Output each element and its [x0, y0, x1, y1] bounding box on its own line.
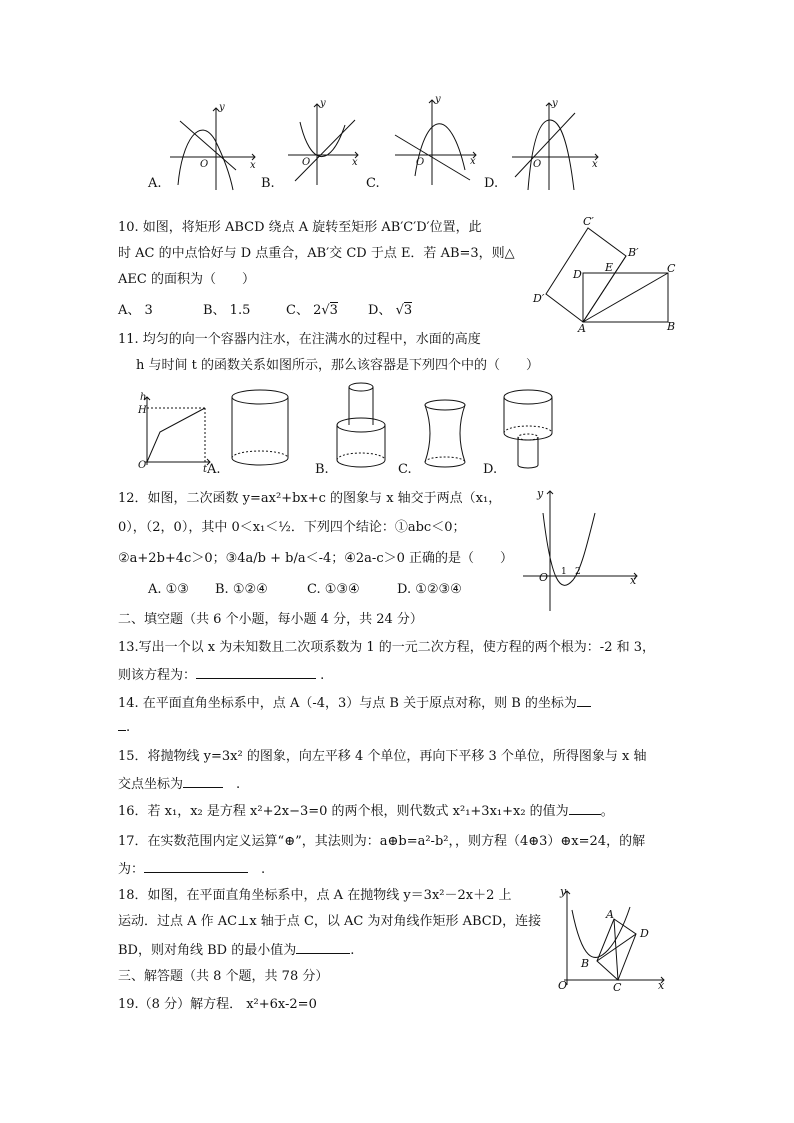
q10-line2: 时 AC 的中点恰好与 D 点重合，AB′交 CD 于点 E．若 AB=3，则△ [118, 246, 515, 261]
q17-line2 [118, 860, 265, 878]
q15-line1: 15．将抛物线 y=3x² 的图象，向左平移 4 个单位，再向下平移 3 个单位，所得图象与 x 轴 [118, 749, 647, 764]
q12-graph [515, 485, 645, 615]
q18-line2: 运动．过点 A 作 AC⊥x 轴于点 C，以 AC 为对角线作矩形 ABCD，连接 [118, 914, 542, 929]
q10-label-a: A [578, 322, 586, 335]
q9-b-y: y [320, 98, 326, 109]
q14-text: 14. 在平面直角坐标系中，点 A（-4，3）与点 B 关于原点对称，则 B 的坐标为 [118, 696, 577, 711]
q11-label-t: t [203, 464, 208, 475]
q9-b-o: O [302, 157, 311, 168]
q12-label-y: y [537, 487, 544, 500]
q12-option-b: B. ①②④ [215, 582, 268, 597]
q11-figures [0, 375, 794, 475]
q18-line3 [118, 941, 354, 959]
q16-end: 。 [600, 804, 614, 819]
q10-label-b: B [667, 320, 676, 333]
q18-label-x: x [658, 979, 665, 992]
q10-option-c [286, 302, 338, 319]
q15-line2-text: 交点坐标为 [118, 777, 184, 792]
q12-label-o: O [539, 571, 549, 584]
q9-d-o: O [533, 159, 542, 170]
q10-line3: AEC 的面积为（ ） [118, 272, 255, 287]
q17-end: . [261, 862, 266, 877]
q12-line2: 0），（2，0），其中 0＜x₁＜½．下列四个结论：①abc＜0； [118, 520, 466, 535]
section-2-heading: 二、填空题（共 6 个小题，每小题 4 分，共 24 分） [118, 612, 423, 627]
q9-graph-c [395, 100, 476, 185]
q11-container-a [232, 390, 288, 465]
q18-end: . [350, 943, 355, 958]
q12-option-d: D. ①②③④ [397, 582, 462, 597]
q12-option-c: C. ①③④ [307, 582, 360, 597]
q11-container-c [425, 400, 465, 467]
q9-graph-d [512, 103, 598, 190]
q16-text: 16．若 x₁，x₂ 是方程 x²+2x−3=0 的两个根，则代数式 x²₁+3x₁+x₂ 的值为 [118, 804, 569, 819]
q13-end: . [320, 668, 325, 683]
q11-container-d [504, 390, 552, 468]
q11-option-b: B. [315, 462, 329, 477]
q9-a-y: y [219, 102, 225, 113]
q13-line2-text: 则该方程为： [118, 668, 197, 683]
q10-label-d1: D′ [533, 292, 545, 305]
q9-c-x: x [470, 156, 476, 167]
q11-line1: 11. 均匀的向一个容器内注水，在注满水的过程中，水面的高度 [118, 332, 481, 347]
q10-option-d [368, 302, 412, 319]
q9-d-x: x [592, 159, 598, 170]
q17-line1: 17．在实数范围内定义运算“⊕”，其法则为：a⊕b=a²-b²，，则方程（4⊕3）⊕x=24，的解 [118, 834, 646, 849]
q15-line2 [118, 775, 240, 793]
q9-a-o: O [200, 159, 209, 170]
q18-label-d: D [640, 927, 649, 940]
q9-c-y: y [435, 94, 441, 105]
q15-end: . [236, 777, 241, 792]
section-3-heading: 三、解答题（共 8 个题，共 78 分） [118, 969, 329, 984]
q13-line1: 13.写出一个以 x 为未知数且二次项系数为 1 的一元二次方程，使方程的两个根为：-2 和 3， [118, 640, 656, 655]
q18-label-o: O [558, 979, 568, 992]
q14-end-line [118, 718, 130, 736]
q9-option-c: C. [366, 176, 380, 191]
q10-option-c-prefix: C、 2 [286, 303, 322, 318]
q9-graph-a [170, 108, 255, 190]
q11-label-H: H [138, 405, 147, 416]
q16-answer-blank[interactable] [569, 802, 601, 815]
q15-answer-blank[interactable] [183, 775, 223, 788]
sqrt-symbol: √ [395, 303, 404, 318]
q18-line1: 18．如图，在平面直角坐标系中，点 A 在抛物线 y＝3x²－2x＋2 上 [118, 888, 512, 903]
q9-c-o: O [416, 157, 425, 168]
q10-label-c: C [667, 262, 676, 275]
q10-label-b1: B′ [628, 246, 639, 259]
q11-container-b [337, 383, 385, 467]
q11-option-c: C. [398, 462, 412, 477]
q11-graph [144, 397, 210, 465]
q10-option-d-prefix: D、 [368, 303, 392, 318]
q18-answer-blank[interactable] [296, 941, 350, 954]
q18-line3-text: BD，则对角线 BD 的最小值为 [118, 943, 297, 958]
q14-line1 [118, 694, 591, 712]
q9-option-a: A. [148, 176, 162, 191]
q10-option-a: A、 3 [118, 303, 153, 318]
q18-figure [552, 885, 672, 995]
q12-label-2: 2 [575, 567, 581, 577]
q11-label-h: h [140, 392, 147, 403]
q14-answer-blank-cont[interactable] [118, 718, 126, 731]
q17-line2-text: 为： [118, 862, 145, 877]
q10-option-d-radicand: 3 [403, 303, 413, 318]
q16-line1 [118, 802, 614, 820]
q12-label-1: 1 [561, 567, 567, 577]
q10-line1: 10. 如图，将矩形 ABCD 绕点 A 旋转至矩形 AB′C′D′位置，此 [118, 220, 482, 235]
q12-option-a: A. ①③ [148, 582, 189, 597]
q9-d-y: y [552, 98, 558, 109]
q10-label-e: E [605, 261, 614, 274]
q12-label-x: x [630, 574, 637, 587]
q11-line2: h 与时间 t 的函数关系如图所示，那么该容器是下列四个中的（ ） [136, 358, 539, 373]
sqrt-symbol: √ [321, 303, 330, 318]
q18-label-b: B [581, 957, 590, 970]
q9-graph-b [288, 104, 358, 185]
q19-line1: 19.（8 分）解方程． x²+6x-2=0 [118, 997, 317, 1012]
q10-option-b: B、 1.5 [203, 303, 251, 318]
q9-b-x: x [352, 157, 358, 168]
q11-label-o: O [138, 460, 147, 471]
q9-option-d: D. [484, 176, 499, 191]
q18-label-a: A [606, 908, 614, 921]
q10-option-c-radicand: 3 [329, 303, 338, 318]
q13-line2 [118, 666, 324, 684]
q9-a-x: x [250, 160, 256, 171]
q10-figure [525, 210, 695, 335]
q14-answer-blank[interactable] [577, 694, 591, 707]
q17-answer-blank[interactable] [144, 860, 248, 873]
q10-label-c1: C′ [583, 215, 594, 228]
q9-graphs [0, 0, 794, 200]
q14-end: . [126, 720, 131, 735]
q10-label-d: D [573, 268, 582, 281]
q18-label-c: C [613, 981, 622, 994]
q11-option-d: D. [483, 462, 498, 477]
q12-line3: ②a+2b+4c＞0；③4a/b + b/a＜-4；④2a-c＞0 正确的是（ ） [118, 551, 514, 566]
q11-option-a: A. [207, 462, 221, 477]
q18-label-y: y [560, 885, 567, 898]
q13-answer-blank[interactable] [196, 666, 316, 679]
q9-option-b: B. [261, 176, 275, 191]
q12-line1: 12．如图，二次函数 y=ax²+bx+c 的图象与 x 轴交于两点（x₁， [118, 491, 502, 506]
